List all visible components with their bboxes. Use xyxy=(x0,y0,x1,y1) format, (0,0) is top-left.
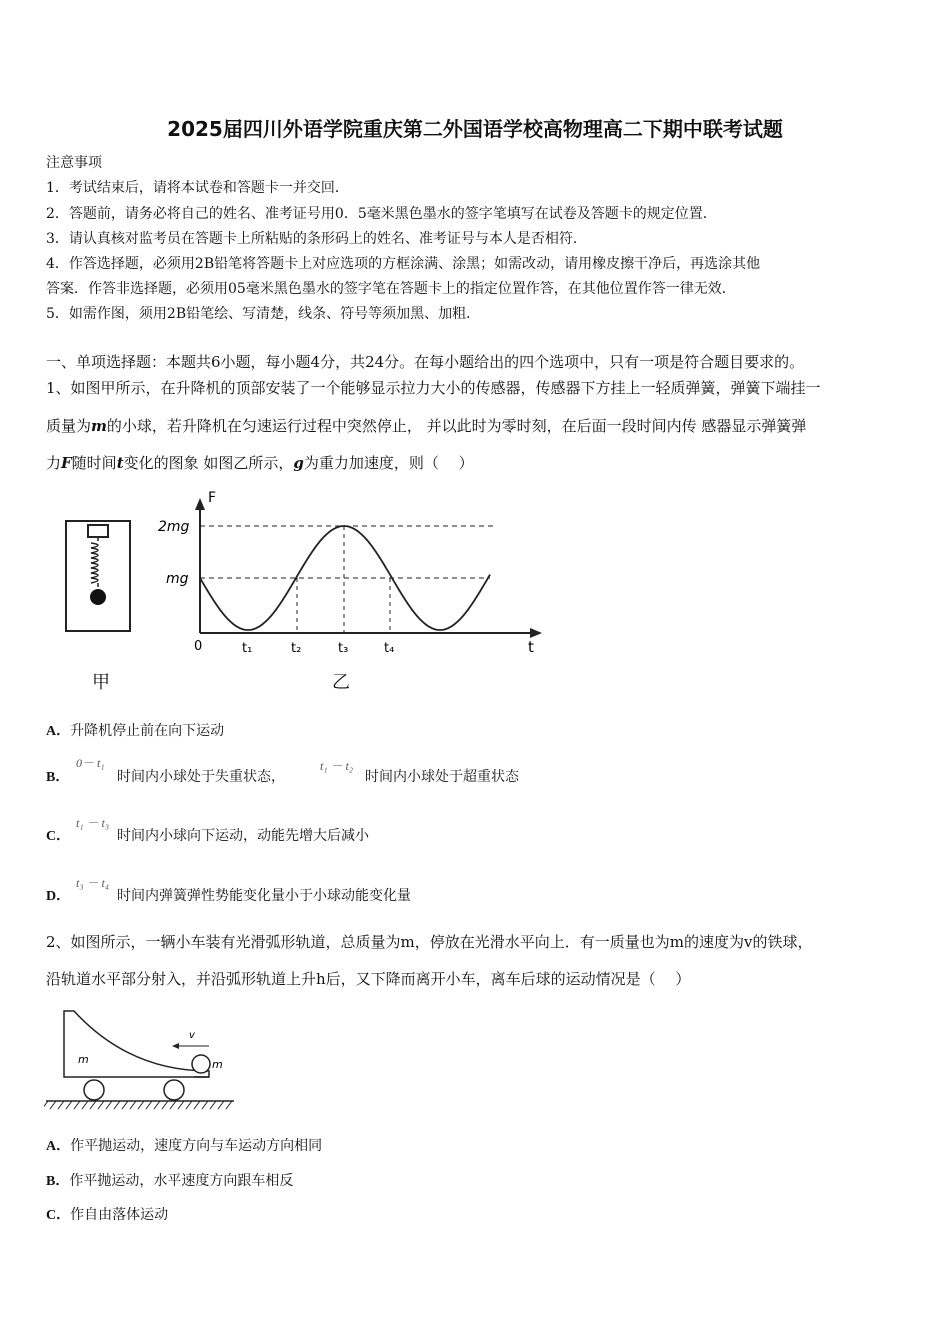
hatch-line xyxy=(114,1101,120,1109)
hatch-line xyxy=(58,1101,64,1109)
q2-option-c xyxy=(46,1204,168,1224)
hatch-line xyxy=(186,1101,192,1109)
hatch-line xyxy=(202,1101,208,1109)
hatch-line xyxy=(122,1101,128,1109)
q1-force-graph xyxy=(150,488,550,663)
q2-figure-cart xyxy=(44,1005,244,1120)
q1-option-d-text: 时间内弹簧弹性势能变化量小于小球动能变化量 xyxy=(117,888,411,904)
velocity-label: v xyxy=(189,1030,195,1041)
option-text: 作平抛运动，速度方向与车运动方向相同 xyxy=(70,1138,323,1154)
wheel-left xyxy=(84,1080,104,1100)
q1-option-b-math2: t₁ － t₂ xyxy=(320,759,354,773)
tick-mg: mg xyxy=(166,571,189,587)
q1-option-c xyxy=(46,825,70,845)
option-text: 作自由落体运动 xyxy=(70,1207,169,1223)
q1-symbol-g: g xyxy=(293,454,304,472)
hatch-line xyxy=(162,1101,168,1109)
hatch-line xyxy=(194,1101,200,1109)
fig-label-jia: 甲 xyxy=(92,672,110,693)
option-letter: B． xyxy=(46,1174,70,1189)
q1-figure-elevator xyxy=(60,515,140,640)
tick-t1: t₁ xyxy=(242,641,253,656)
ground-hatch xyxy=(44,1101,232,1109)
hatch-line xyxy=(146,1101,152,1109)
option-letter: C． xyxy=(46,1208,71,1223)
q1-text-seg: 的小球，若升降机在匀速运行过程中突然停止， 并以此时为零时刻，在后面一段时间内传 感器显示弹簧弹 xyxy=(106,417,807,435)
option-letter: A． xyxy=(46,724,71,739)
sensor xyxy=(88,525,108,537)
q1-text-seg: 为重力加速度，则（ ） xyxy=(303,454,474,472)
q1-option-c-text: 时间内小球向下运动，动能先增大后减小 xyxy=(117,828,369,844)
hatch-line xyxy=(98,1101,104,1109)
q1-text-line1: 1、如图甲所示，在升降机的顶部安装了一个能够显示拉力大小的传感器，传感器下方挂上一轻质弹簧，弹簧下端挂一 xyxy=(46,379,821,397)
q1-text-seg: 力 xyxy=(46,454,62,472)
fig-label-yi: 乙 xyxy=(332,672,350,693)
x-axis-arrow xyxy=(530,628,542,638)
q2-text-line2: 沿轨道水平部分射入，并沿弧形轨道上升h后，又下降而离开小车，离车后球的运动情况是（ ） xyxy=(46,970,691,988)
q2-option-a xyxy=(46,1135,322,1155)
q1-text-line3 xyxy=(46,452,474,473)
q1-option-b xyxy=(46,766,69,786)
ball-mass-label: m xyxy=(212,1058,223,1071)
hatch-line xyxy=(106,1101,112,1109)
q1-option-a xyxy=(46,720,224,740)
y-axis-label: F xyxy=(208,490,217,506)
cart-mass-label: m xyxy=(78,1053,89,1066)
page-title: 2025届四川外语学院重庆第二外国语学校高物理高二下期中联考试题 xyxy=(167,117,783,141)
tick-2mg: 2mg xyxy=(158,519,190,535)
hatch-line xyxy=(130,1101,136,1109)
notice-item-1: 1．考试结束后，请将本试卷和答题卡一并交回． xyxy=(46,180,349,196)
q1-option-b-text1: 时间内小球处于失重状态， xyxy=(117,769,285,785)
y-axis-arrow xyxy=(195,498,205,510)
hatch-line xyxy=(170,1101,176,1109)
tick-0: 0 xyxy=(194,639,203,654)
q1-symbol-F: F xyxy=(61,454,72,472)
q1-option-d-math: t₃ － t₄ xyxy=(76,876,110,890)
q1-option-d xyxy=(46,885,70,905)
option-letter: C． xyxy=(46,829,71,844)
iron-ball xyxy=(192,1055,210,1073)
hatch-line xyxy=(90,1101,96,1109)
spring xyxy=(91,537,98,587)
ball xyxy=(90,589,106,605)
cart-body xyxy=(64,1011,209,1077)
hatch-line xyxy=(138,1101,144,1109)
notice-item-4: 4．作答选择题，必须用2B铅笔将答题卡上对应选项的方框涂满、涂黑；如需改动，请用橡皮擦干净后，再选涂其他 xyxy=(46,256,761,272)
option-text: 作平抛运动，水平速度方向跟车相反 xyxy=(69,1173,294,1189)
hatch-line xyxy=(74,1101,80,1109)
q1-text-seg: 随时间 xyxy=(71,454,117,472)
option-letter: B． xyxy=(46,770,70,785)
tick-t2: t₂ xyxy=(291,641,302,656)
option-text: 升降机停止前在向下运动 xyxy=(70,723,225,739)
section-heading: 一、单项选择题：本题共6小题，每小题4分，共24分。在每小题给出的四个选项中，只有一项是符合题目要求的。 xyxy=(46,353,805,371)
hatch-line xyxy=(210,1101,216,1109)
x-axis-label: t xyxy=(528,638,534,656)
wheel-right xyxy=(164,1080,184,1100)
hatch-line xyxy=(82,1101,88,1109)
q1-text-seg: 变化的图象 如图乙所示， xyxy=(123,454,294,472)
notice-item-4-cont: 答案．作答非选择题，必须用05毫米黑色墨水的签字笔在答题卡上的指定位置作答，在其他位置作答一律无效． xyxy=(46,281,736,297)
hatch-line xyxy=(178,1101,184,1109)
option-letter: D． xyxy=(46,889,71,904)
option-letter: A． xyxy=(46,1139,71,1154)
hatch-line xyxy=(50,1101,56,1109)
notice-item-2: 2．答题前，请务必将自己的姓名、准考证号用0．5毫米黑色墨水的签字笔填写在试卷及答题卡的规定位置． xyxy=(46,206,717,222)
q1-text-line2 xyxy=(46,415,806,436)
notice-item-3: 3．请认真核对监考员在答题卡上所粘贴的条形码上的姓名、准考证号与本人是否相符． xyxy=(46,231,587,247)
hatch-line xyxy=(154,1101,160,1109)
hatch-line xyxy=(226,1101,232,1109)
tick-t3: t₃ xyxy=(338,641,349,656)
notice-item-5: 5．如需作图，须用2B铅笔绘、写清楚，线条、符号等须加黑、加粗． xyxy=(46,306,481,322)
notice-heading: 注意事项 xyxy=(46,155,102,171)
q1-option-b-math1: 0－ t₁ xyxy=(76,756,105,770)
tick-t4: t₄ xyxy=(384,641,395,656)
q1-symbol-t: t xyxy=(116,454,124,472)
q1-text-seg: 质量为 xyxy=(46,417,92,435)
hatch-line xyxy=(66,1101,72,1109)
hatch-line xyxy=(44,1101,48,1109)
q2-text-line1: 2、如图所示，一辆小车装有光滑弧形轨道，总质量为m，停放在光滑水平向上．有一质量也为m的速度为v的铁球， xyxy=(46,933,813,951)
q2-option-b xyxy=(46,1170,293,1190)
q1-symbol-m: m xyxy=(91,417,107,435)
hatch-line xyxy=(218,1101,224,1109)
q1-option-b-text2: 时间内小球处于超重状态 xyxy=(365,769,519,785)
q1-option-c-math: t₁ － t₃ xyxy=(76,816,110,830)
velocity-arrowhead xyxy=(172,1043,179,1049)
